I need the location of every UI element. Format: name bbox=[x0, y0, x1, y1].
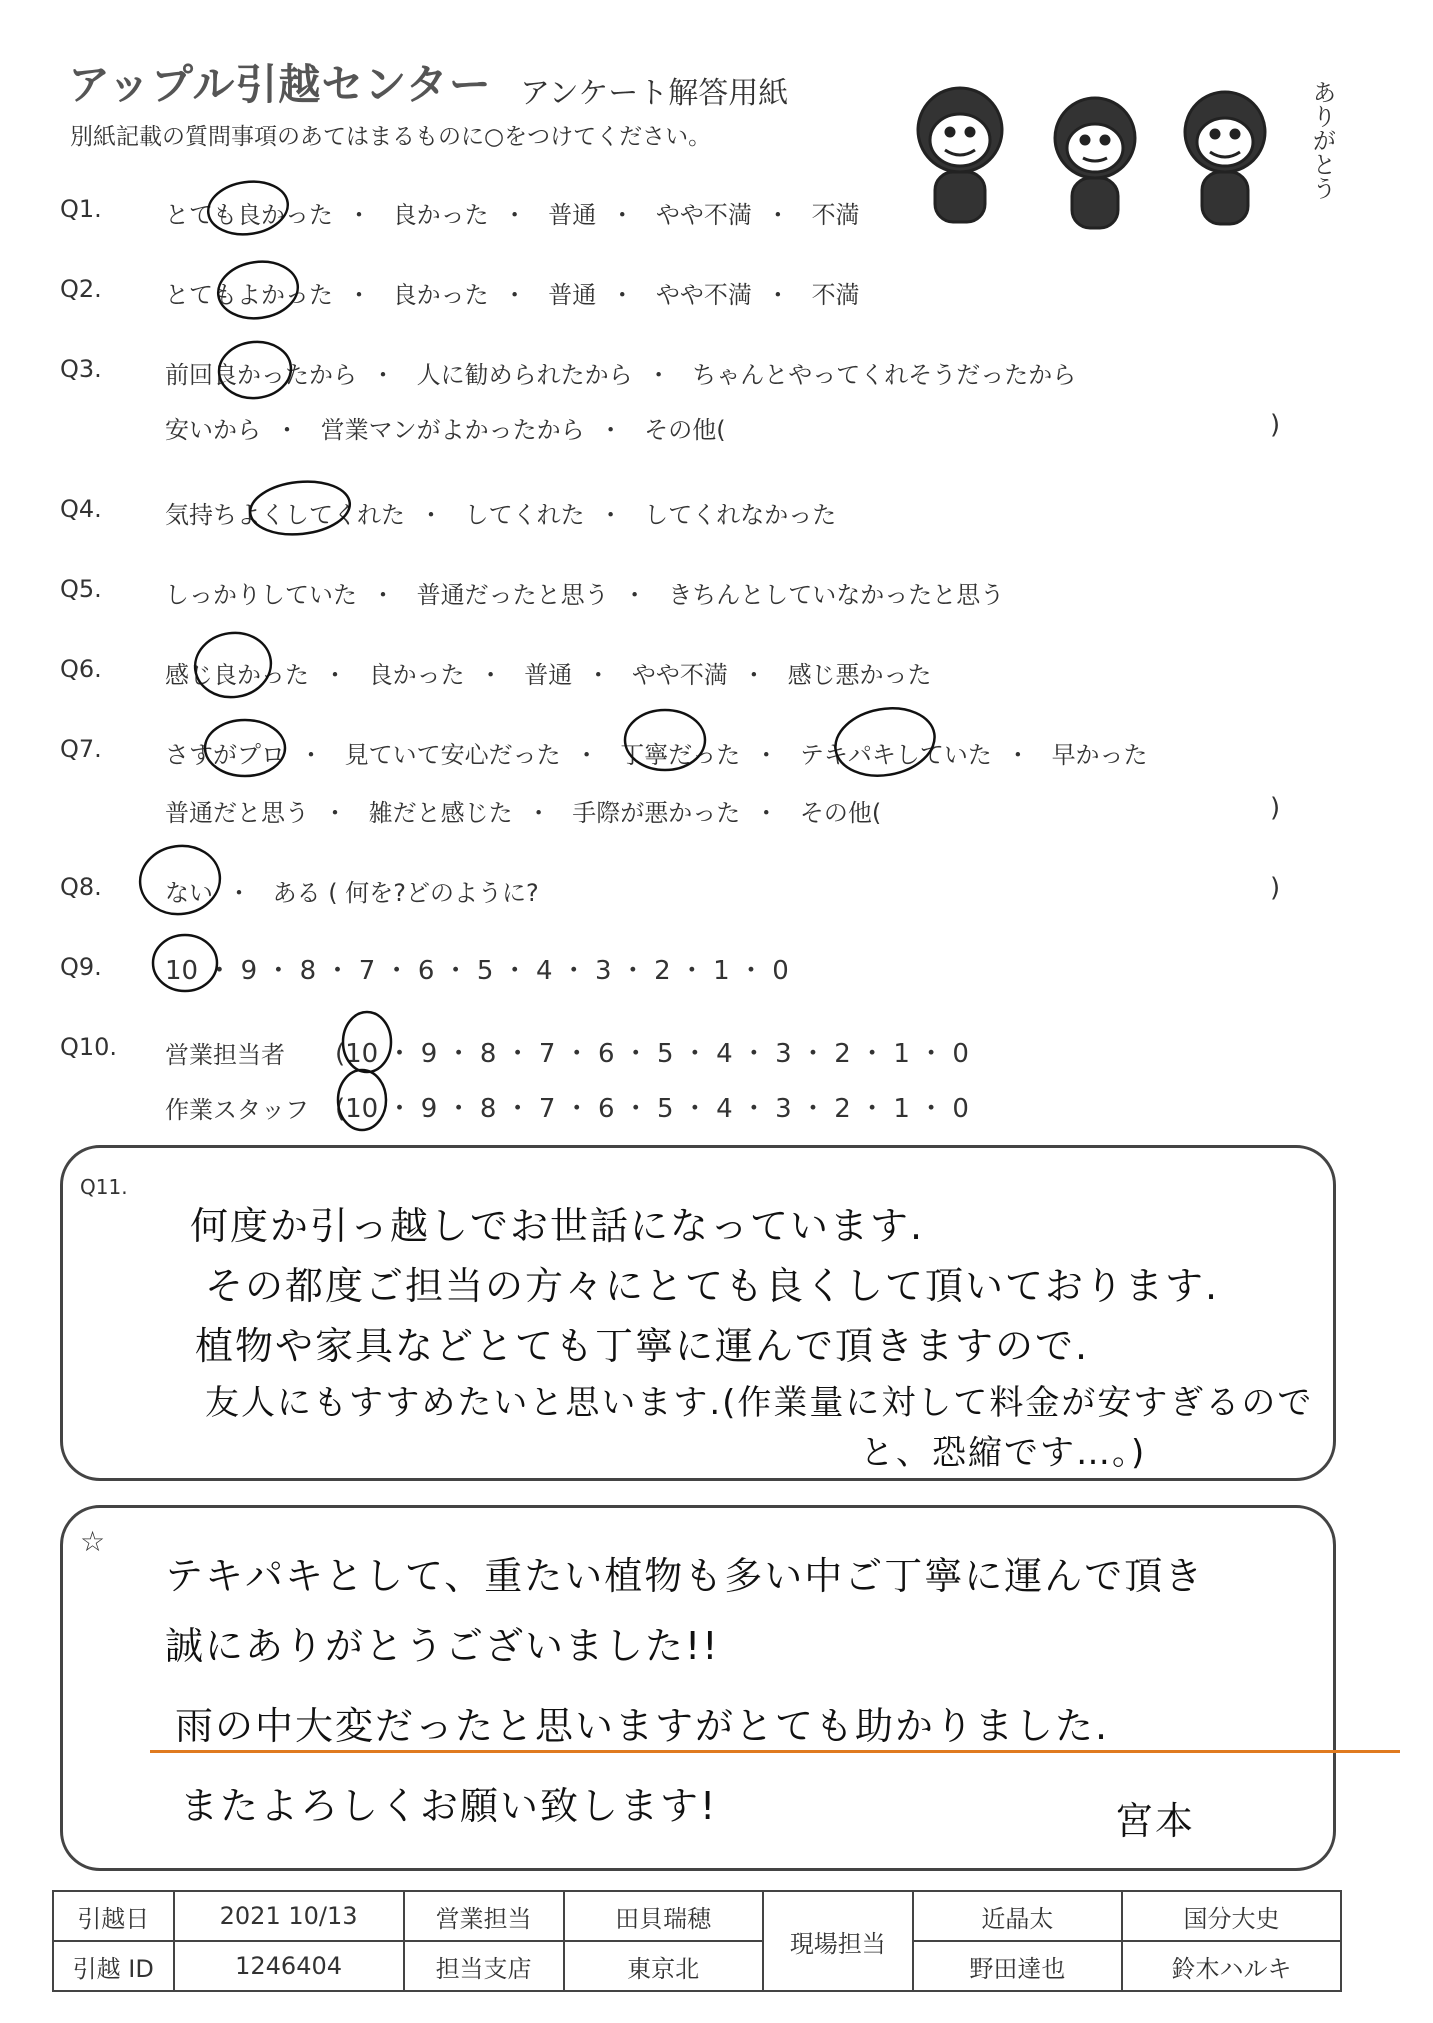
q2-opt-1[interactable]: とてもよかった bbox=[165, 281, 333, 309]
move-info-table bbox=[52, 1890, 1342, 1992]
q5-opt-1[interactable]: しっかりしていた bbox=[165, 581, 357, 609]
q8-close-paren: ) bbox=[1270, 873, 1281, 903]
q8-answer-circle bbox=[136, 841, 225, 919]
q6-answer-circle bbox=[191, 628, 275, 702]
site-staff-1: 近晶太 bbox=[913, 1891, 1122, 1941]
q10-label: Q10. bbox=[60, 1033, 118, 1061]
q4-label: Q4. bbox=[60, 495, 102, 523]
site-label: 現場担当 bbox=[763, 1891, 913, 1991]
q1-opt-2[interactable]: 良かった bbox=[392, 201, 489, 229]
q4-options: 気持ちよくしてくれた ・ してくれた ・ してくれなかった bbox=[165, 501, 837, 529]
q3-opt-4[interactable]: 安いから bbox=[165, 416, 261, 444]
q8-opt-1[interactable]: ない bbox=[165, 879, 213, 907]
q8-options: ない ・ ある ( 何を?どのように? bbox=[165, 879, 539, 907]
q6-opt-5[interactable]: 感じ悪かった bbox=[787, 661, 932, 689]
q9-label: Q9. bbox=[60, 953, 102, 981]
q11-label: Q11. bbox=[80, 1175, 128, 1199]
q3-options-row2: 安いから ・ 営業マンがよかったから ・ その他( bbox=[165, 416, 726, 444]
q3-opt-1[interactable]: 前回良かったから bbox=[165, 361, 357, 389]
q4-opt-3[interactable]: してくれなかった bbox=[644, 501, 837, 529]
q7-close-paren: ) bbox=[1270, 793, 1281, 823]
q11-line-4: 友人にもすすめたいと思います.(作業量に対して料金が安すぎるので bbox=[205, 1383, 1314, 1423]
branch-label: 担当支店 bbox=[404, 1941, 564, 1991]
q2-options: とてもよかった ・ 良かった ・ 普通 ・ やや不満 ・ 不満 bbox=[165, 281, 860, 309]
q7-answer-circle-2 bbox=[625, 710, 705, 770]
site-staff-2: 国分大史 bbox=[1122, 1891, 1341, 1941]
star-icon: ☆ bbox=[80, 1525, 106, 1558]
move-id-value: 1246404 bbox=[174, 1941, 404, 1991]
q3-label: Q3. bbox=[60, 355, 102, 383]
q2-opt-5[interactable]: 不満 bbox=[811, 281, 860, 309]
q11-line-2: その都度ご担当の方々にとても良くして頂いております. bbox=[205, 1264, 1220, 1308]
q7-opt-2[interactable]: 見ていて安心だった bbox=[344, 741, 561, 769]
mascot-caption: ありがとう bbox=[1308, 80, 1336, 200]
q2-opt-3[interactable]: 普通 bbox=[548, 281, 597, 309]
staff-comment-line-2: 誠にありがとうございました!! bbox=[165, 1624, 720, 1668]
q3-options-row1: 前回良かったから ・ 人に勧められたから ・ ちゃんとやってくれそうだったから bbox=[165, 361, 1077, 389]
sales-name: 田貝瑞穂 bbox=[564, 1891, 763, 1941]
q1-opt-5[interactable]: 不満 bbox=[811, 201, 860, 229]
q5-options: しっかりしていた ・ 普通だったと思う ・ きちんとしていなかったと思う bbox=[165, 581, 1005, 609]
move-date-value: 2021 10/13 bbox=[174, 1891, 404, 1941]
q7-opt-8[interactable]: 手際が悪かった bbox=[572, 799, 741, 827]
q3-opt-3[interactable]: ちゃんとやってくれそうだったから bbox=[692, 361, 1077, 389]
q10-staff-label: 作業スタッフ bbox=[165, 1096, 309, 1124]
q6-opt-1[interactable]: 感じ良かった bbox=[165, 661, 309, 689]
staff-comment-line-4: またよろしくお願い致します! bbox=[180, 1784, 718, 1828]
instruction-text: 別紙記載の質問事項のあてはまるものに○をつけてください。 bbox=[70, 124, 712, 150]
q7-opt-9[interactable]: その他( bbox=[799, 799, 882, 827]
q11-line-1: 何度か引っ越しでお世話になっています. bbox=[190, 1204, 925, 1248]
staff-comment-line-1: テキパキとして、重たい植物も多い中ご丁寧に運んで頂き bbox=[165, 1554, 1205, 1598]
q6-options: 感じ良かった ・ 良かった ・ 普通 ・ やや不満 ・ 感じ悪かった bbox=[165, 661, 932, 689]
q1-label: Q1. bbox=[60, 195, 102, 223]
q7-options-row2: 普通だと思う ・ 雑だと感じた ・ 手際が悪かった ・ その他( bbox=[165, 799, 882, 827]
q1-options: とても良かった ・ 良かった ・ 普通 ・ やや不満 ・ 不満 bbox=[165, 201, 860, 229]
q10-sales-label: 営業担当者 bbox=[165, 1041, 285, 1069]
q7-answer-circle-3 bbox=[830, 701, 940, 783]
sales-label: 営業担当 bbox=[404, 1891, 564, 1941]
q7-opt-4[interactable]: テキパキしていた bbox=[799, 741, 992, 769]
q1-opt-4[interactable]: やや不満 bbox=[655, 201, 752, 229]
q7-options-row1: さすがプロ ・ 見ていて安心だった ・ 丁寧だった ・ テキパキしていた ・ 早かった bbox=[165, 741, 1148, 769]
q6-label: Q6. bbox=[60, 655, 102, 683]
q8-opt-2[interactable]: ある ( 何を?どのように? bbox=[272, 879, 539, 907]
q1-opt-1[interactable]: とても良かった bbox=[165, 201, 333, 229]
q10-staff-scale[interactable]: (10 ・ 9 ・ 8 ・ 7 ・ 6 ・ 5 ・ 4 ・ 3 ・ 2 ・ 1 ・ 0 bbox=[335, 1094, 969, 1124]
move-id-label: 引越 ID bbox=[53, 1941, 174, 1991]
q1-answer-circle bbox=[205, 177, 291, 240]
q6-opt-4[interactable]: やや不満 bbox=[631, 661, 728, 689]
highlight-underline bbox=[150, 1750, 1400, 1753]
q3-opt-6[interactable]: その他( bbox=[644, 416, 726, 444]
site-staff-4: 鈴木ハルキ bbox=[1122, 1941, 1341, 1991]
q2-answer-circle bbox=[214, 257, 301, 324]
q8-label: Q8. bbox=[60, 873, 102, 901]
q2-opt-2[interactable]: 良かった bbox=[392, 281, 489, 309]
site-staff-3: 野田達也 bbox=[913, 1941, 1122, 1991]
branch-name: 東京北 bbox=[564, 1941, 763, 1991]
q7-opt-3[interactable]: 丁寧だった bbox=[620, 741, 741, 769]
form-subtitle: アンケート解答用紙 bbox=[520, 76, 789, 111]
q11-line-3: 植物や家具などとても丁寧に運んで頂きますので. bbox=[195, 1324, 1090, 1368]
q9-answer-circle bbox=[153, 935, 217, 991]
q3-opt-2[interactable]: 人に勧められたから bbox=[416, 361, 633, 389]
q9-scale[interactable]: 10 ・ 9 ・ 8 ・ 7 ・ 6 ・ 5 ・ 4 ・ 3 ・ 2 ・ 1 ・ 0 bbox=[165, 956, 789, 986]
q4-opt-2[interactable]: してくれた bbox=[464, 501, 585, 529]
staff-signature: 宮本 bbox=[1115, 1799, 1196, 1843]
q7-opt-6[interactable]: 普通だと思う bbox=[165, 799, 309, 827]
q6-opt-3[interactable]: 普通 bbox=[524, 661, 573, 689]
move-date-label: 引越日 bbox=[53, 1891, 174, 1941]
q7-opt-5[interactable]: 早かった bbox=[1051, 741, 1148, 769]
q6-opt-2[interactable]: 良かった bbox=[368, 661, 465, 689]
q5-label: Q5. bbox=[60, 575, 102, 603]
q10-sales-scale[interactable]: (10 ・ 9 ・ 8 ・ 7 ・ 6 ・ 5 ・ 4 ・ 3 ・ 2 ・ 1 ・ 0 bbox=[335, 1039, 969, 1069]
q7-opt-1[interactable]: さすがプロ bbox=[165, 741, 285, 769]
form-title: アップル引越センター bbox=[68, 60, 492, 109]
q3-opt-5[interactable]: 営業マンがよかったから bbox=[320, 416, 585, 444]
q5-opt-3[interactable]: きちんとしていなかったと思う bbox=[668, 581, 1005, 609]
staff-comment-line-3: 雨の中大変だったと思いますがとても助かりました. bbox=[175, 1704, 1110, 1748]
q4-opt-1[interactable]: 気持ちよくしてくれた bbox=[165, 501, 405, 529]
q2-opt-4[interactable]: やや不満 bbox=[655, 281, 752, 309]
q2-label: Q2. bbox=[60, 275, 102, 303]
q3-close-paren: ) bbox=[1270, 410, 1281, 440]
q10-sales-answer-circle bbox=[343, 1012, 391, 1072]
q3-answer-circle bbox=[216, 338, 293, 401]
q10-staff-answer-circle bbox=[338, 1070, 386, 1130]
q7-answer-circle-1 bbox=[205, 720, 285, 776]
q1-opt-3[interactable]: 普通 bbox=[548, 201, 597, 229]
q7-label: Q7. bbox=[60, 735, 102, 763]
q4-answer-circle bbox=[248, 477, 353, 539]
q5-opt-2[interactable]: 普通だったと思う bbox=[416, 581, 609, 609]
q7-opt-7[interactable]: 雑だと感じた bbox=[368, 799, 513, 827]
q11-line-5: と、恐縮です…。) bbox=[860, 1433, 1147, 1473]
